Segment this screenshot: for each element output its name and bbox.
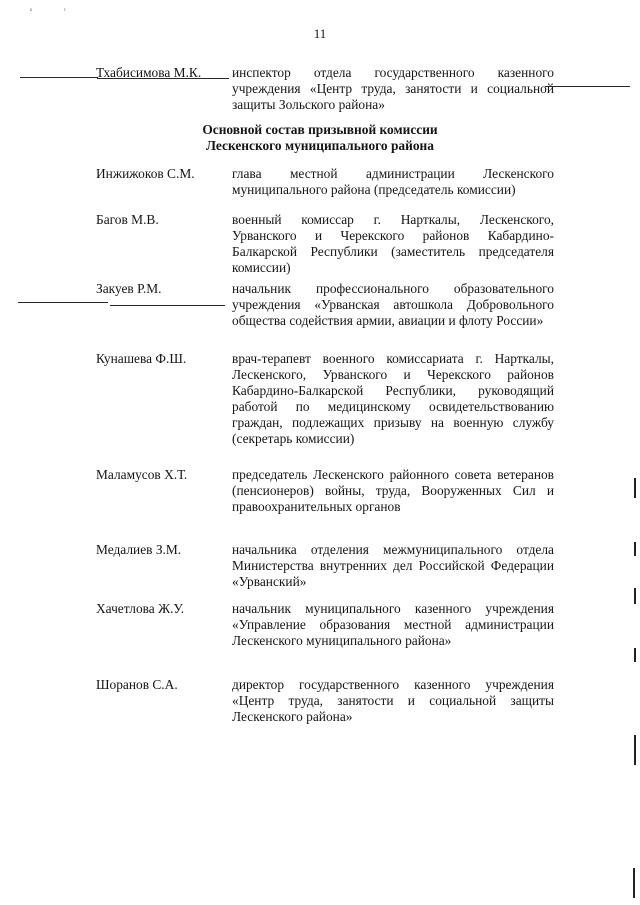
member-role: глава местной администрации Лескенского муниципального района (председатель комиссии) — [232, 166, 554, 197]
scan-edge-mark — [634, 735, 636, 765]
scan-edge-mark — [634, 648, 636, 662]
corner-mark: ᶻ — [64, 8, 66, 14]
member-name: Шоранов С.А. — [96, 677, 178, 692]
scan-edge-mark — [633, 868, 635, 898]
member-role: начальника отделения межмуниципального отдела Министерства внутренних дел Российской Федерации «Урванский» — [232, 542, 554, 589]
member-role: военный комиссар г. Нарткалы, Лескенского, Урванского и Черекского районов Кабардино-Балкарской Республики (заместитель председателя комиссии) — [232, 212, 554, 275]
scan-edge-mark — [634, 542, 636, 556]
scan-line — [20, 77, 98, 78]
member-role: начальник профессионального образовательного учреждения «Урванская автошкола Добровольного общества содействия армии, авиации и флоту России» — [232, 281, 554, 328]
member-role: директор государственного казенного учреждения «Центр труда, занятости и социальной защиты Лескенского района» — [232, 677, 554, 724]
section-heading — [0, 122, 640, 154]
heading-line-2: Лескенского муниципального района — [206, 138, 434, 153]
member-name: Багов М.В. — [96, 212, 159, 227]
member-role: начальник муниципального казенного учреждения «Управление образования местной администрации Лескенского муниципального района» — [232, 601, 554, 648]
page-number: 11 — [313, 26, 327, 41]
member-name: Закуев Р.М. — [96, 281, 162, 296]
member-role: инспектор отдела государственного казенного учреждения «Центр труда, занятости и социальной защиты Зольского района» — [232, 65, 554, 112]
scan-line — [545, 86, 630, 87]
member-name: Тхабисимова М.К. — [96, 65, 202, 80]
scan-line — [110, 305, 225, 306]
corner-mark: ᵍ — [30, 8, 32, 14]
member-name: Медалиев З.М. — [96, 542, 182, 557]
scan-line — [18, 302, 108, 303]
member-name: Инжижоков С.М. — [96, 166, 195, 181]
member-name: Кунашева Ф.Ш. — [96, 351, 187, 366]
member-name: Хачетлова Ж.У. — [96, 601, 185, 616]
member-role: врач-терапевт военного комиссариата г. Нарткалы, Лескенского, Урванского и Черекского районов Кабардино-Балкарской Республики, руководящий работой по медицинскому освидетельствованию граждан, подлежащих призыву на военную службу (секретарь комиссии) — [232, 351, 554, 446]
member-role: председатель Лескенского районного совета ветеранов (пенсионеров) войны, труда, Вооруженных Сил и правоохранительных органов — [232, 467, 554, 514]
scan-edge-mark — [634, 588, 636, 604]
scan-edge-mark — [634, 478, 636, 498]
member-name: Маламусов Х.Т. — [96, 467, 188, 482]
heading-line-1: Основной состав призывной комиссии — [202, 122, 438, 137]
